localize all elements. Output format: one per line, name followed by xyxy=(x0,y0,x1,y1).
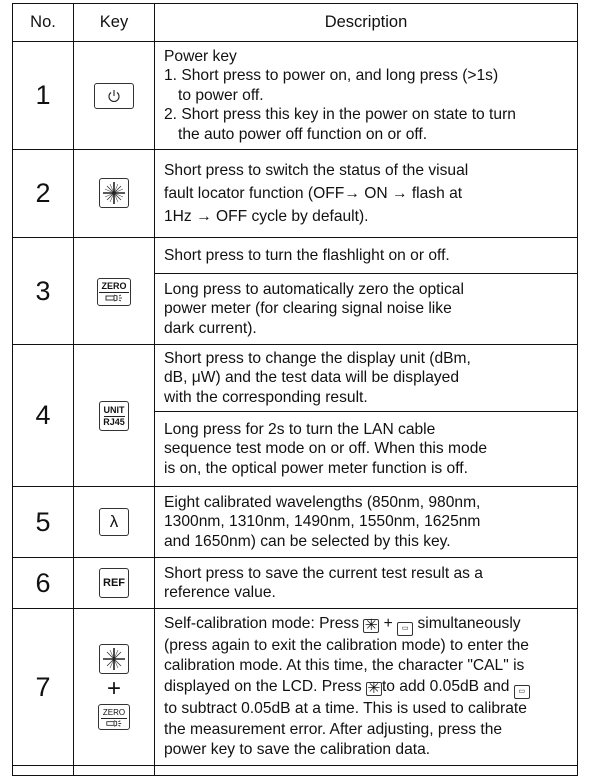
table-row xyxy=(13,238,578,274)
description-cell: Short press to change the display unit (dBm, dB, μW) and the test data will be displayed with the corresponding result. xyxy=(155,345,578,412)
header-description: Description xyxy=(155,4,578,42)
key-description-table xyxy=(12,3,578,776)
zero-inline-icon: ▭ xyxy=(397,622,413,636)
vfl-inline-icon: ✳ xyxy=(367,679,381,697)
description-cell: Short press to switch the status of the visual fault locator function (OFF→ ON → flash at 1Hz → OFF cycle by default). xyxy=(155,150,578,238)
ref-icon: REF xyxy=(99,568,129,598)
vfl-plus-zero-icon xyxy=(74,644,154,730)
header-no: No. xyxy=(13,4,74,42)
table-row xyxy=(13,42,578,150)
row-number: 6 xyxy=(13,558,74,609)
row-number: 2 xyxy=(13,150,74,238)
description-cell: Power key 1. Short press to power on, and long press (>1s) to power off. 2. Short press this key in the power on state to turn the auto power off function on or off. xyxy=(155,42,578,150)
header-key: Key xyxy=(74,4,155,42)
description-cell: Short press to turn the flashlight on or off. xyxy=(155,238,578,274)
row-number: 3 xyxy=(13,238,74,345)
table-row-partial xyxy=(13,766,578,776)
description-cell: Eight calibrated wavelengths (850nm, 980nm, 1300nm, 1310nm, 1490nm, 1550nm, 1625nm and 1650nm) can be selected by this key. xyxy=(155,487,578,558)
table-row xyxy=(13,609,578,766)
zero-flashlight-icon: ZERO xyxy=(98,704,130,730)
power-icon xyxy=(94,83,134,109)
visual-fault-locator-icon xyxy=(99,644,129,674)
row-number: 1 xyxy=(13,42,74,150)
row-number: 7 xyxy=(13,609,74,766)
row-number: 5 xyxy=(13,487,74,558)
zero-inline-icon: ▭ xyxy=(514,685,530,699)
lambda-icon: λ xyxy=(99,508,129,536)
description-cell: Self-calibration mode: Press ✳ + ▭ simultaneously (press again to exit the calibration mode) to enter the calibration mode. At this time, the character "CAL" is displayed on the LCD. Press ✳to add 0.05dB and ▭ to subtract 0.05dB at a time. This is used to calibrate the measurement error. After adjusting, press the power key to save the calibration data. xyxy=(155,609,578,766)
row-number: 4 xyxy=(13,345,74,487)
table-row xyxy=(13,150,578,238)
desc-title: Power key xyxy=(164,47,237,65)
table-row xyxy=(13,558,578,609)
header-row xyxy=(13,4,578,42)
table-row xyxy=(13,487,578,558)
description-cell: Short press to save the current test result as a reference value. xyxy=(155,558,578,609)
zero-flashlight-icon: ZERO xyxy=(97,278,131,306)
vfl-inline-icon: ✳ xyxy=(364,616,378,634)
table-row xyxy=(13,345,578,412)
plus-sign: + xyxy=(106,675,121,702)
unit-rj45-icon: UNIT RJ45 xyxy=(99,401,129,431)
visual-fault-locator-icon xyxy=(99,178,129,208)
description-cell: Long press to automatically zero the optical power meter (for clearing signal noise like dark current). xyxy=(155,274,578,345)
description-cell: Long press for 2s to turn the LAN cable sequence test mode on or off. When this mode is on, the optical power meter function is off. xyxy=(155,412,578,487)
